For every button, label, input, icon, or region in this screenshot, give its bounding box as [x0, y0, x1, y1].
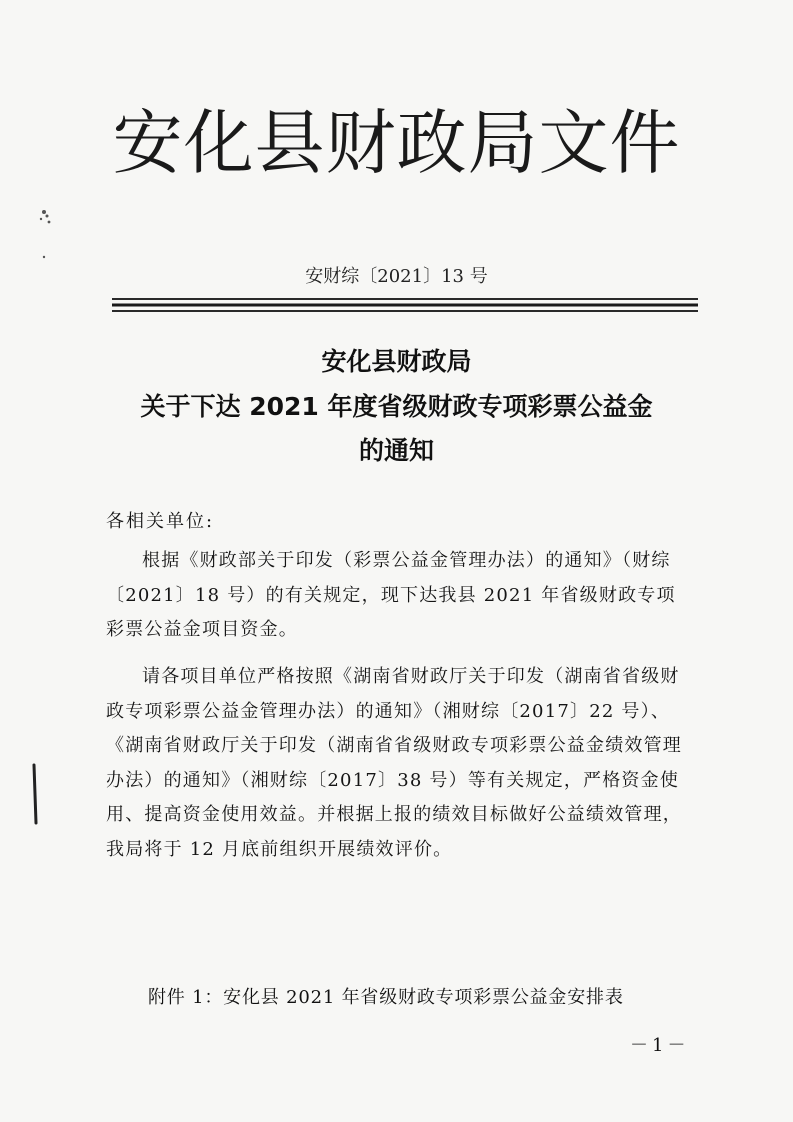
- body-paragraph-2: 请各项目单位严格按照《湖南省财政厅关于印发（湖南省省级财政专项彩票公益金管理办法）的通知》（湘财综〔2017〕22 号）、《湖南省财政厅关于印发（湖南省省级财政专项彩票公益金绩效管理办法）的通知》（湘财综〔2017〕38 号）等有关规定，严格资金使用、提高资金使用效益。并根据上报的绩效目标做好公益绩效管理，我局将于 12 月底前组织开展绩效评价。: [106, 666, 682, 860]
- notice-title-line-1: 安化县财政局: [321, 347, 472, 376]
- document-number: 安财综〔2021〕13 号: [305, 266, 488, 287]
- document-masthead: 安化县财政局文件: [112, 102, 681, 184]
- page-number: －1－: [630, 1035, 690, 1056]
- header-divider: [112, 296, 698, 314]
- notice-title-line-2: 关于下达 2021 年度省级财政专项彩票公益金: [140, 392, 653, 421]
- body-paragraph-1: 根据《财政部关于印发（彩票公益金管理办法）的通知》（财综〔2021〕18 号）的有关规定，现下达我县 2021 年省级财政专项彩票公益金项目资金。: [106, 550, 676, 640]
- attachment-line: 附件 1：安化县 2021 年省级财政专项彩票公益金安排表: [148, 987, 624, 1008]
- salutation: 各相关单位:: [106, 511, 215, 532]
- notice-title-line-3: 的通知: [358, 436, 434, 465]
